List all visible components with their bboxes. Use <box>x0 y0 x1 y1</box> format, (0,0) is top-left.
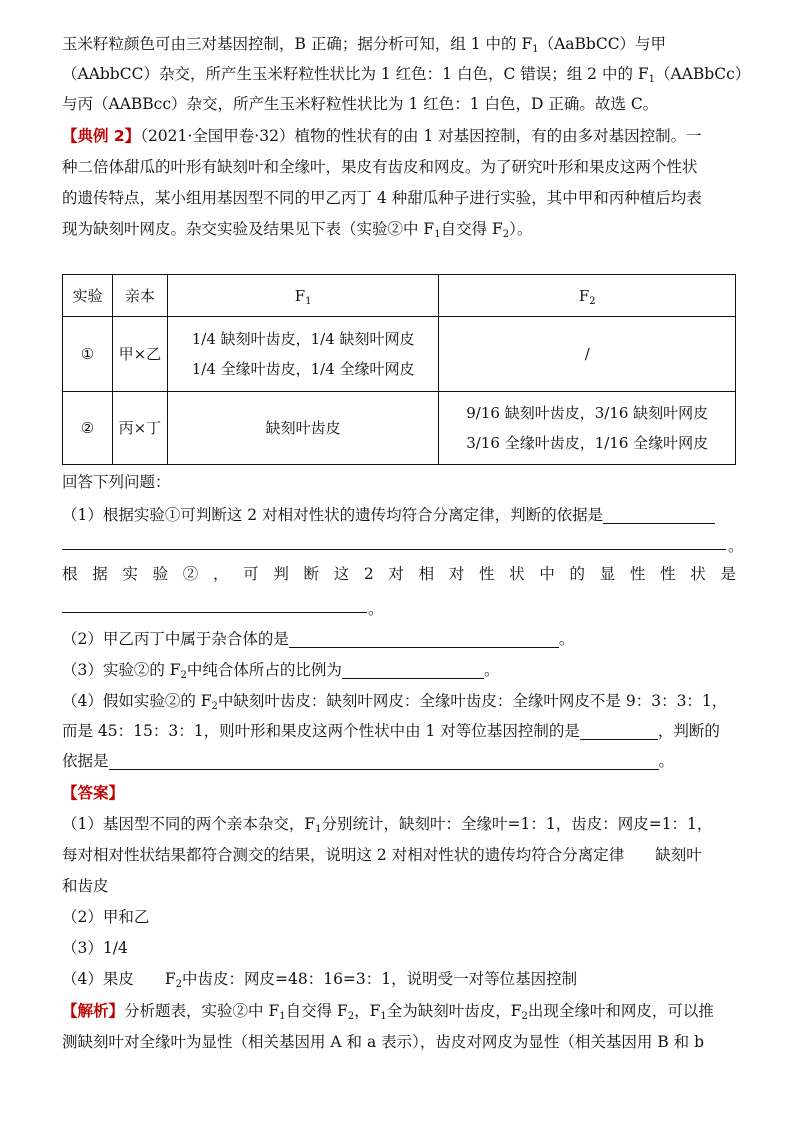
answer-1-line-b: 每对相对性状结果都符合测交的结果，说明这 2 对相对性状的遗传均符合分离定律 缺刻叶 <box>62 846 702 864</box>
row-1-id: ① <box>63 317 113 392</box>
header-f2: $F_2$ <box>439 275 736 317</box>
questions-lead: 回答下列问题： <box>62 473 171 491</box>
row-2-parents: 丙×丁 <box>112 392 167 465</box>
analysis-line-1: 【解析】分析题表，实验②中 $F_1$自交得 $F_2$，$F_1$全为缺刻叶齿皮，$F_2$出现全缘叶和网皮，可以推 <box>62 1002 714 1022</box>
header-f1: $F_1$ <box>167 275 439 317</box>
question-4-line-a: （4）假如实验②的 $F_2$中缺刻叶齿皮：缺刻叶网皮：全缘叶齿皮：全缘叶网皮不是 9：3：3：1， <box>62 692 728 712</box>
answer-2: （2）甲和乙 <box>62 908 150 926</box>
header-experiment: 实验 <box>63 275 113 317</box>
answer-blank-full[interactable] <box>62 549 726 550</box>
analysis-tag: 【解析】 <box>62 1002 125 1020</box>
row-1-parents: 甲×乙 <box>112 317 167 392</box>
question-4-line-c: 依据是 。 <box>62 752 675 770</box>
question-4-line-b: 而是 45：15：3：1，则叶形和果皮这两个性状中由 1 对等位基因控制的是 ，判断的 <box>62 722 720 740</box>
example-line-3: 的遗传特点，某小组用基因型不同的甲乙丙丁 4 种甜瓜种子进行实验，其中甲和丙种植后均表 <box>62 189 702 207</box>
experiment-table <box>62 274 736 465</box>
question-3: （3）实验②的 $F_2$中纯合体所占的比例为 。 <box>62 661 500 681</box>
answer-1-line-a: （1）基因型不同的两个亲本杂交，$F_1$分别统计，缺刻叶：全缘叶=1：1，齿皮：网皮=1：1， <box>62 815 713 835</box>
analysis-line-2: 测缺刻叶对全缘叶为显性（相关基因用 A 和 a 表示），齿皮对网皮为显性（相关基因用 B 和 b <box>62 1033 704 1051</box>
row-1-f1: 1/4 缺刻叶齿皮，1/4 缺刻叶网皮 1/4 全缘叶齿皮，1/4 全缘叶网皮 <box>167 317 439 392</box>
question-2: （2）甲乙丙丁中属于杂合体的是 。 <box>62 630 575 648</box>
row-2-id: ② <box>63 392 113 465</box>
table-row <box>63 392 736 465</box>
answer-1-line-c: 和齿皮 <box>62 877 109 895</box>
answer-4: （4）果皮 $F_2$中齿皮：网皮=48：16=3：1，说明受一对等位基因控制 <box>62 970 578 990</box>
answer-blank-heterozygote[interactable] <box>289 629 559 648</box>
answer-blank-dominant[interactable] <box>62 612 367 613</box>
question-1-end: 。 <box>728 537 744 555</box>
table-row <box>63 317 736 392</box>
answer-blank[interactable] <box>603 505 715 524</box>
question-1-line-a: （1）根据实验①可判断这 2 对相对性状的遗传均符合分离定律，判断的依据是 <box>62 500 715 530</box>
example-tag: 【典例 2】 <box>62 127 141 145</box>
example-line-2: 种二倍体甜瓜的叶形有缺刻叶和全缘叶，果皮有齿皮和网皮。为了研究叶形和果皮这两个性状 <box>62 158 698 176</box>
table-header-row <box>63 275 736 317</box>
answer-3: （3）1/4 <box>62 939 128 957</box>
answer-blank-ratio[interactable] <box>342 660 484 679</box>
answer-tag: 【答案】 <box>62 784 125 802</box>
question-1-line-b: 根据实验②，可判断这2对相对性状中的显性性状是 <box>62 565 736 583</box>
example-line-1: 【典例 2】（2021·全国甲卷·32）植物的性状有的由 1 对基因控制，有的由多对基因控制。一 <box>62 127 702 145</box>
question-1b-end: 。 <box>368 600 384 618</box>
intro-line-2: （AAbbCC）杂交，所产生玉米籽粒性状比为 1 红色：1 白色，C 错误；组 2 中的 $F_1(AABbCc)$ <box>62 65 751 85</box>
intro-line-1: 玉米籽粒颜色可由三对基因控制，B 正确；据分析可知，组 1 中的 $F_1(AaBbCC)$与甲 <box>62 35 667 55</box>
answer-blank-trait[interactable] <box>580 721 658 740</box>
row-2-f2: 9/16 缺刻叶齿皮，3/16 缺刻叶网皮 3/16 全缘叶齿皮，1/16 全缘叶网皮 <box>439 392 736 465</box>
row-2-f1: 缺刻叶齿皮 <box>167 392 439 465</box>
intro-line-3: 与丙（AABBcc）杂交，所产生玉米籽粒性状比为 1 红色：1 白色，D 正确。故选 C。 <box>62 95 659 113</box>
answer-blank-basis[interactable] <box>109 751 659 770</box>
example-line-4: 现为缺刻叶网皮。杂交实验及结果见下表（实验②中 $F_1$自交得 $F_2$）。 <box>62 220 533 240</box>
header-parents: 亲本 <box>112 275 167 317</box>
row-1-f2: / <box>439 317 736 392</box>
